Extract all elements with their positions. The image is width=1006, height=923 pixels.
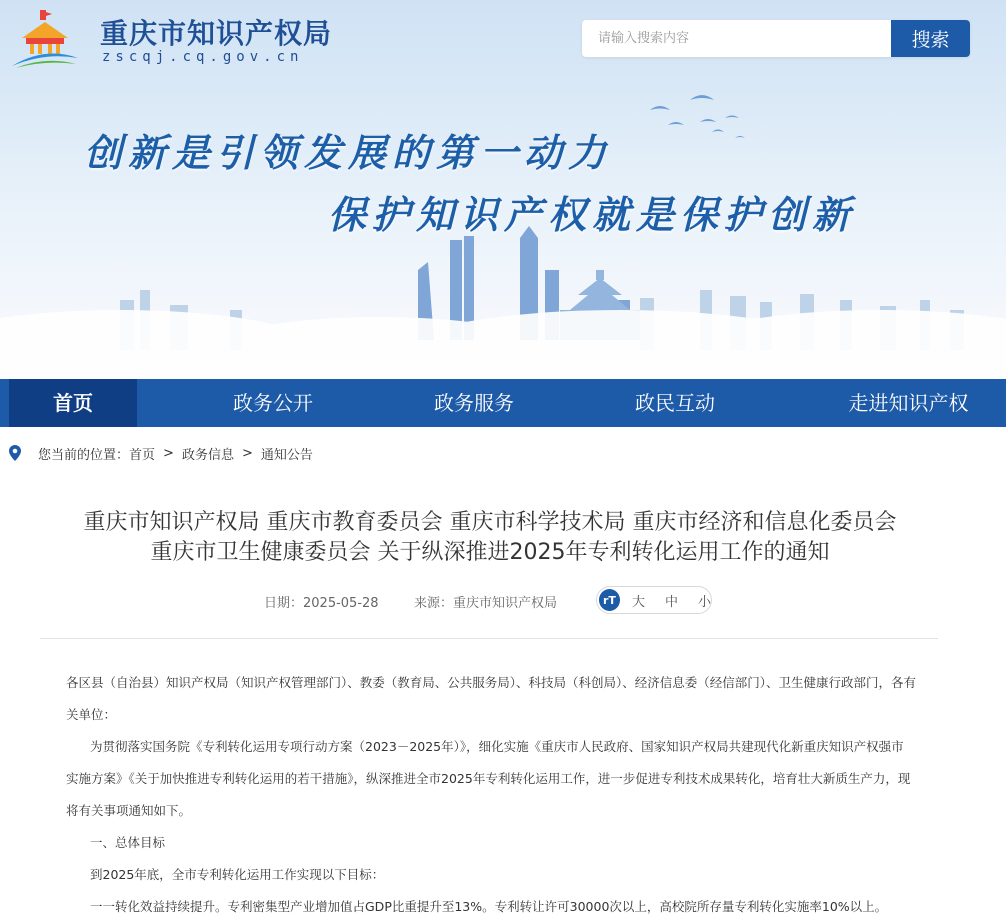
nav-item-government-services[interactable]: 政务服务 xyxy=(434,391,514,415)
article-paragraph: 一一转化效益持续提升。专利密集型产业增加值占GDP比重提升至13%。专利转让许可30000次以上，高校院所存量专利转化实施率10%以上。 xyxy=(90,899,888,914)
nav-item-public-interaction[interactable]: 政民互动 xyxy=(635,391,715,415)
breadcrumb xyxy=(0,440,313,466)
site-title: 重庆市知识产权局 xyxy=(100,17,333,50)
article-title-line-2: 重庆市卫生健康委员会 关于纵深推进2025年专利转化运用工作的通知 xyxy=(150,540,830,565)
main-nav xyxy=(0,379,1006,427)
header-banner xyxy=(0,0,1006,379)
slogan-line-2: 保护知识产权就是保护创新 xyxy=(328,192,857,237)
font-size-medium[interactable]: 中 xyxy=(664,594,678,610)
font-size-control xyxy=(596,586,712,614)
article-meta xyxy=(0,586,1006,614)
nav-item-about-ip[interactable]: 走进知识产权 xyxy=(848,391,969,415)
search-bar xyxy=(582,20,970,57)
breadcrumb-separator: > xyxy=(241,445,253,461)
article-paragraph: 各区县（自治县）知识产权局（知识产权管理部门）、教委（教育局、公共服务局）、科技局（科创局）、经济信息委（经信部门）、卫生健康行政部门，各有关单位： xyxy=(66,675,917,722)
font-size-small[interactable]: 小 xyxy=(697,594,711,610)
article-title-line-1: 重庆市知识产权局 重庆市教育委员会 重庆市科学技术局 重庆市经济和信息化委员会 xyxy=(83,510,897,535)
logo-icon xyxy=(10,8,80,70)
article-source: 来源：重庆市知识产权局 xyxy=(414,596,558,611)
article-paragraph: 为贯彻落实国务院《专利转化运用专项行动方案（2023－2025年）》，细化实施《重庆市人民政府、国家知识产权局共建现代化新重庆知识产权强市实施方案》《关于加快推进专利转化运用的若干措施》，纵深推进全市2025年专利转化运用工作，进一步促进专利技术成果转化，培育壮大新质生产力，现将有关事项通知如下。 xyxy=(66,739,911,818)
font-size-large[interactable]: 大 xyxy=(631,594,645,610)
breadcrumb-prefix: 您当前的位置： xyxy=(38,447,130,463)
nav-item-government-affairs[interactable]: 政务公开 xyxy=(233,391,313,415)
slogan-line-1: 创新是引领发展的第一动力 xyxy=(84,130,613,175)
breadcrumb-home[interactable]: 首页 xyxy=(129,447,156,463)
nav-item-home[interactable]: 首页 xyxy=(0,379,137,427)
article-body xyxy=(66,667,916,923)
article-title xyxy=(40,508,940,568)
article-paragraph: 一、总体目标 xyxy=(90,835,166,850)
search-input[interactable] xyxy=(582,20,890,57)
breadcrumb-government-info[interactable]: 政务信息 xyxy=(181,447,234,463)
search-button[interactable]: 搜索 xyxy=(891,20,970,57)
birds-icon xyxy=(650,95,745,138)
article-date: 日期：2025-05-28 xyxy=(264,596,379,611)
location-pin-icon xyxy=(0,440,30,466)
breadcrumb-notices[interactable]: 通知公告 xyxy=(260,447,313,463)
breadcrumb-separator: > xyxy=(163,445,174,461)
font-size-icon: rT xyxy=(599,589,620,611)
article-paragraph: 到2025年底，全市专利转化运用工作实现以下目标： xyxy=(90,867,385,882)
divider xyxy=(40,638,938,639)
site-domain: zscqj.cq.gov.cn xyxy=(102,49,304,65)
